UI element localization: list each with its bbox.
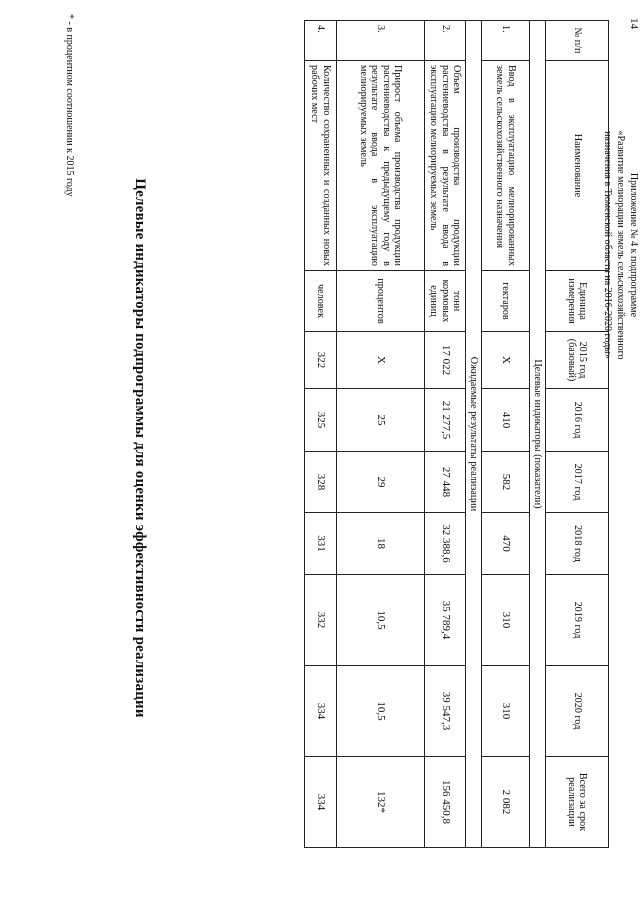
row-2017: 27 448 <box>425 452 466 513</box>
row-2016: 25 <box>337 389 425 452</box>
row-name: Количество сохраненных и созданных новых рабочих мест <box>305 61 337 271</box>
row-2016: 325 <box>305 389 337 452</box>
row-2017: 582 <box>482 452 530 513</box>
row-2018: 470 <box>482 513 530 575</box>
row-2019: 10,5 <box>337 575 425 666</box>
row-2020: 39 547,3 <box>425 666 466 757</box>
header-2019: 2019 год <box>546 575 609 666</box>
section-label: Целевые индикаторы (показатели) <box>530 21 546 848</box>
row-2015: 17 022 <box>425 332 466 389</box>
row-2018: 18 <box>337 513 425 575</box>
header-2016: 2016 год <box>546 389 609 452</box>
row-total: 156 450,8 <box>425 757 466 848</box>
header-name: Наименование <box>546 61 609 271</box>
row-2015: Х <box>337 332 425 389</box>
row-num: 2. <box>425 21 466 61</box>
row-total: 334 <box>305 757 337 848</box>
page-number: 14 <box>628 18 640 29</box>
row-total: 132* <box>337 757 425 848</box>
appendix-line: Приложение № 4 к подпрограмме <box>628 172 639 318</box>
row-name: Прирост объема производства продукции растениеводства к предыдущему году в результате ввода в эксплуатацию мелиорируемых земель <box>337 61 425 271</box>
row-2015: 322 <box>305 332 337 389</box>
section-label: Ожидаемые результаты реализации <box>466 21 482 848</box>
row-2020: 334 <box>305 666 337 757</box>
row-2019: 332 <box>305 575 337 666</box>
row-name: Объем производства продукции растениеводства в результате ввода в эксплуатацию мелиорируемых земель <box>425 61 466 271</box>
row-2016: 21 277,5 <box>425 389 466 452</box>
row-name: Ввод в эксплуатацию мелиорированных земель сельскохозяйственного назначения <box>482 61 530 271</box>
row-num: 3. <box>337 21 425 61</box>
section-row-targets <box>530 21 546 848</box>
row-2017: 328 <box>305 452 337 513</box>
section-row-expected <box>466 21 482 848</box>
header-num: № п/п <box>546 21 609 61</box>
row-total: 2 082 <box>482 757 530 848</box>
row-num: 1. <box>482 21 530 61</box>
header-unit: Единица измерения <box>546 271 609 332</box>
header-2015: 2015 год (базовый) <box>546 332 609 389</box>
table-row <box>482 21 530 848</box>
row-2018: 331 <box>305 513 337 575</box>
header-2020: 2020 год <box>546 666 609 757</box>
document-title: Целевые индикаторы подпрограммы для оценки эффективности реализации <box>132 178 148 718</box>
row-2020: 310 <box>482 666 530 757</box>
row-2016: 410 <box>482 389 530 452</box>
row-unit: человек <box>305 271 337 332</box>
table-row <box>337 21 425 848</box>
indicators-table <box>304 20 609 848</box>
appendix-line: назначения в Тюменской области на 2016-2020 годы» <box>602 131 613 359</box>
row-2020: 10,5 <box>337 666 425 757</box>
header-total: Всего за срок реализации <box>546 757 609 848</box>
footnote: * - в процентном соотношении к 2015 году <box>64 14 75 197</box>
table-row <box>425 21 466 848</box>
header-2017: 2017 год <box>546 452 609 513</box>
row-2019: 310 <box>482 575 530 666</box>
table-row <box>305 21 337 848</box>
row-2018: 32 388,6 <box>425 513 466 575</box>
row-unit: процентов <box>337 271 425 332</box>
row-unit: тонн кормовых единиц <box>425 271 466 332</box>
table-header-row <box>546 21 609 848</box>
appendix-line: «Развитие мелиорации земель сельскохозяйственного <box>615 130 626 360</box>
row-num: 4. <box>305 21 337 61</box>
row-2017: 29 <box>337 452 425 513</box>
header-2018: 2018 год <box>546 513 609 575</box>
row-2019: 35 789,4 <box>425 575 466 666</box>
row-unit: гектаров <box>482 271 530 332</box>
row-2015: Х <box>482 332 530 389</box>
